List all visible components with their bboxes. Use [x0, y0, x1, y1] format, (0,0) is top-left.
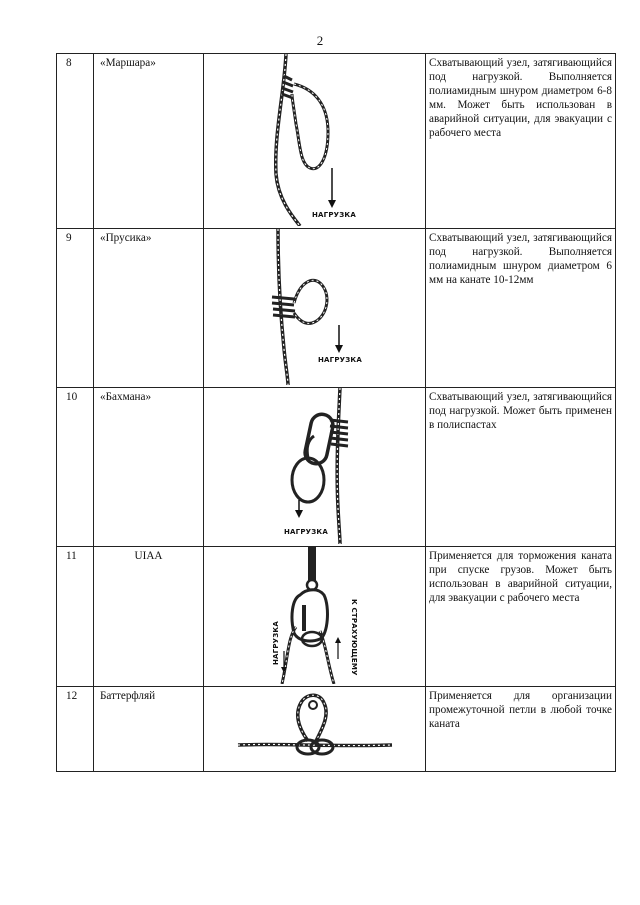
knot-illustration: [204, 229, 426, 388]
table-row: [57, 547, 616, 687]
knot-description: Схватывающий узел, затягивающийся под нагрузкой. Может быть применен в полиспастах: [426, 388, 616, 547]
table-row: [57, 54, 616, 229]
page-number: 2: [316, 33, 324, 48]
load-label: НАГРУЗКА: [272, 621, 280, 665]
marshar-knot-figure: [204, 54, 425, 226]
load-label: НАГРУЗКА: [284, 528, 328, 536]
knot-description: Схватывающий узел, затягивающийся под нагрузкой. Выполняется полиамидным шнуром диаметром 6-8 мм. Может быть использован в аварийной ситуации, для эвакуации с рабочего места: [426, 54, 616, 229]
row-number: 11: [57, 547, 94, 687]
knot-illustration: [204, 547, 426, 687]
row-number: 9: [57, 229, 94, 388]
knot-name: «Бахмана»: [94, 388, 204, 547]
row-number: 12: [57, 687, 94, 772]
knot-name: «Прусика»: [94, 229, 204, 388]
prusik-knot-figure: [204, 229, 425, 385]
butterfly-knot-figure: [204, 687, 425, 769]
uiaa-knot-figure: [204, 547, 425, 684]
knot-name: UIAA: [94, 547, 204, 687]
load-label: НАГРУЗКА: [318, 356, 362, 364]
knot-illustration: [204, 54, 426, 229]
knot-name: Баттерфляй: [94, 687, 204, 772]
knot-description: Схватывающий узел, затягивающийся под нагрузкой. Выполняется полиамидным шнуром диаметром 6 мм на канате 10-12мм: [426, 229, 616, 388]
belay-label: К СТРАХУЮЩЕМУ: [350, 599, 358, 676]
knot-illustration: [204, 687, 426, 772]
knot-description: Применяется для торможения каната при спуске грузов. Может быть использован в аварийной ситуации, для эвакуации с рабочего места: [426, 547, 616, 687]
table-row: [57, 229, 616, 388]
row-number: 8: [57, 54, 94, 229]
knots-table: [56, 53, 616, 772]
table-row: [57, 687, 616, 772]
bachmann-knot-figure: [204, 388, 425, 544]
knot-name: «Маршара»: [94, 54, 204, 229]
knot-illustration: [204, 388, 426, 547]
load-label: НАГРУЗКА: [312, 211, 356, 219]
row-number: 10: [57, 388, 94, 547]
knot-description: Применяется для организации промежуточной петли в любой точке каната: [426, 687, 616, 772]
table-row: [57, 388, 616, 547]
